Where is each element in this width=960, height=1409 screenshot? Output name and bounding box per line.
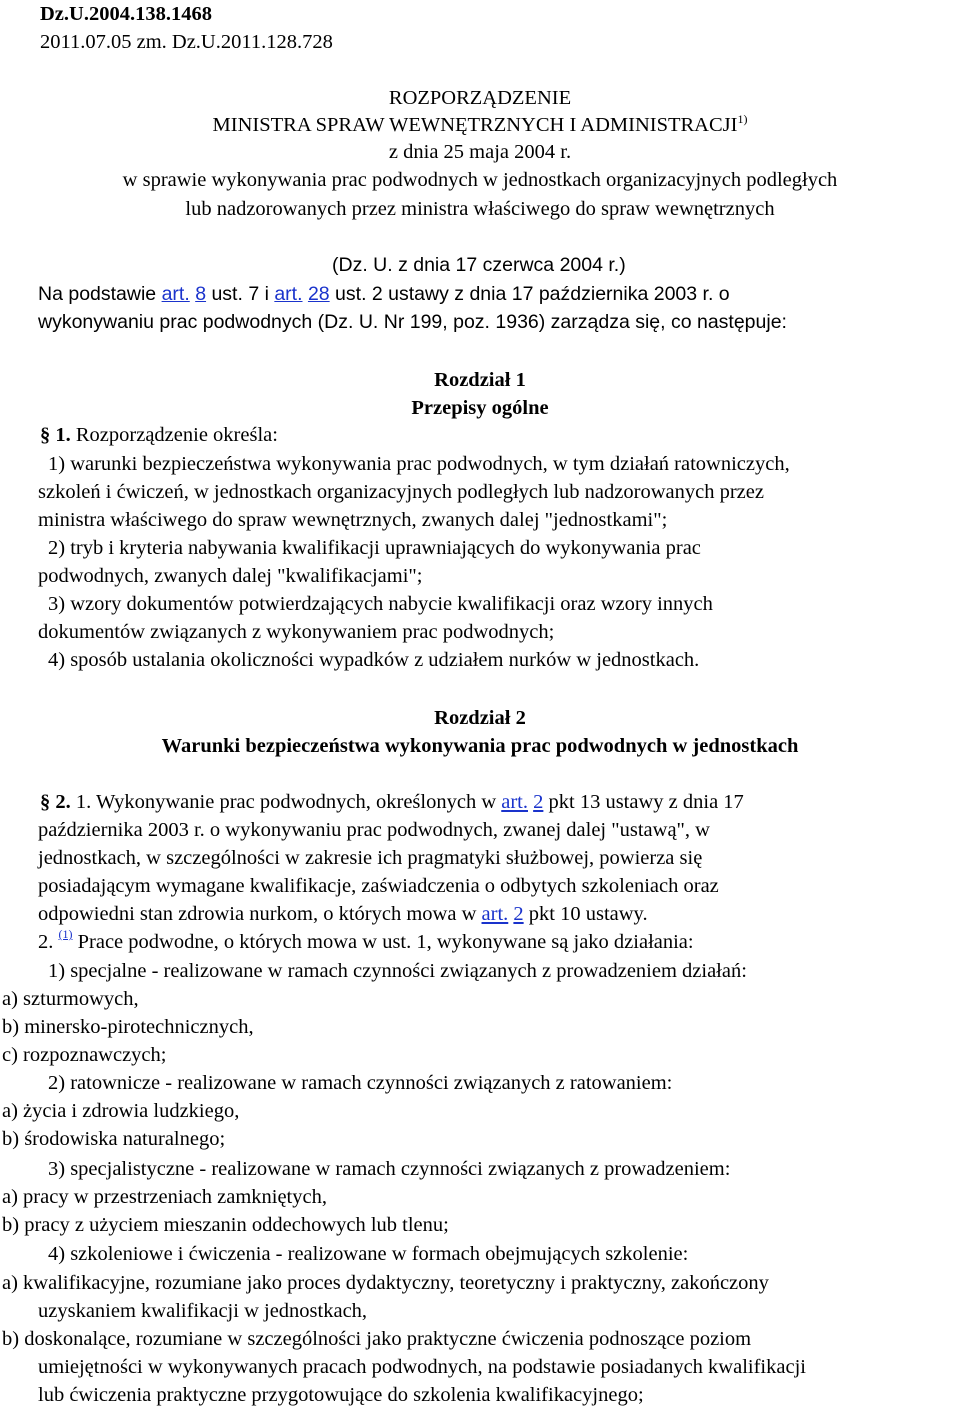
par2-text: pkt 13 ustawy z dnia 17 [543,791,744,813]
amendment-reference-link[interactable]: (1) [58,927,73,941]
basis-text-1: Na podstawie [38,283,162,305]
chapter-2-title: Rozdział 2 [434,707,526,729]
article-link[interactable]: art. [274,283,303,305]
article-number-link[interactable]: 28 [307,283,330,305]
paragraph-sign: § [40,424,51,446]
footnote-marker: 1) [737,112,748,126]
article-link[interactable]: art. [501,791,528,813]
par2-section-2 [38,928,694,956]
par2-text: 1. Wykonywanie prac podwodnych, określonych w [70,791,502,813]
list-subitem: a) kwalifikacyjne, rozumiane jako proces dydaktyczny, teoretyczny i praktyczny, zakończony [2,1272,769,1294]
list-subitem-continued: uzyskaniem kwalifikacji w jednostkach, [38,1300,368,1322]
par2-text: pkt 10 ustawy. [523,903,648,925]
par1-line: 3) wzory dokumentów potwierdzających nabycie kwalifikacji oraz wzory innych [48,593,713,615]
article-number-link[interactable]: 2 [513,903,524,925]
paragraph-sign: § [40,791,51,813]
document-reference: Dz.U.2004.138.1468 [40,3,212,25]
chapter-2-subtitle: Warunki bezpieczeństwa wykonywania prac podwodnych w jednostkach [161,735,799,757]
list-item: 2) ratownicze - realizowane w ramach czynności związanych z ratowaniem: [48,1072,673,1094]
act-type-title: ROZPORZĄDZENIE [388,87,572,109]
paragraph-number: 2. [55,791,71,813]
basis-text-2: ust. 7 i [206,283,275,305]
list-subitem: b) środowiska naturalnego; [2,1128,226,1150]
par2-line [38,900,648,928]
par1-line: podwodnych, zwanych dalej "kwalifikacjami"; [38,565,423,587]
list-subitem: c) rozpoznawczych; [2,1044,167,1066]
article-link[interactable]: art. [481,903,509,925]
list-subitem: a) życia i zdrowia ludzkiego, [2,1100,240,1122]
act-subject-line-2: lub nadzorowanych przez ministra właściwego do spraw wewnętrznych [185,198,775,220]
list-subitem: b) minersko-pirotechnicznych, [2,1016,254,1038]
list-subitem: a) szturmowych, [2,988,139,1010]
section-text: Prace podwodne, o których mowa w ust. 1, wykonywane są jako działania: [72,931,694,953]
act-date: z dnia 25 maja 2004 r. [388,141,572,163]
paragraph-number: 1. [55,424,71,446]
list-subitem-continued: lub ćwiczenia praktyczne przygotowujące do szkolenia kwalifikacyjnego; [38,1384,644,1406]
par2-line: jednostkach, w szczególności w zakresie ich pragmatyki służbowej, powierza się [38,847,703,869]
issuer-title [0,111,960,139]
par2-line: posiadającym wymagane kwalifikacje, zaświadczenia o odbytych szkoleniach oraz [38,875,719,897]
basis-text-3: ust. 2 ustawy z dnia 17 października 2003 r. o [329,283,730,305]
list-subitem: b) pracy z użyciem mieszanin oddechowych lub tlenu; [2,1214,449,1236]
section-number: 2. [38,931,59,953]
list-subitem-continued: umiejętności w wykonywanych pracach podwodnych, na podstawie posiadanych kwalifikacji [38,1356,806,1378]
chapter-1-subtitle: Przepisy ogólne [411,397,549,419]
par1-line: 1) warunki bezpieczeństwa wykonywania prac podwodnych, w tym działań ratowniczych, [48,453,790,475]
amendment-note: 2011.07.05 zm. Dz.U.2011.128.728 [40,31,333,53]
paragraph-lead-text: Rozporządzenie określa: [70,424,278,446]
act-subject-line-1: w sprawie wykonywania prac podwodnych w jednostkach organizacyjnych podległych [122,169,838,191]
legal-basis-line-2: wykonywaniu prac podwodnych (Dz. U. Nr 199, poz. 1936) zarządza się, co następuje: [38,311,787,333]
article-number-link[interactable]: 8 [195,283,207,305]
issuer-name: MINISTRA SPRAW WEWNĘTRZNYCH I ADMINISTRACJI [212,114,738,136]
paragraph-1-lead [40,421,278,449]
par1-line: dokumentów związanych z wykonywaniem prac podwodnych; [38,621,555,643]
list-subitem: b) doskonalące, rozumiane w szczególności jako praktyczne ćwiczenia podnoszące poziom [2,1328,752,1350]
article-link[interactable]: art. [161,283,190,305]
article-number-link[interactable]: 2 [533,791,544,813]
par2-line: października 2003 r. o wykonywaniu prac podwodnych, zwanej dalej "ustawą", w [38,819,710,841]
par1-line: 2) tryb i kryteria nabywania kwalifikacji uprawniających do wykonywania prac [48,537,701,559]
par1-line: 4) sposób ustalania okoliczności wypadków z udziałem nurków w jednostkach. [48,649,700,671]
par1-line: szkoleń i ćwiczeń, w jednostkach organizacyjnych podległych lub nadzorowanych przez [38,481,764,503]
par2-text: odpowiedni stan zdrowia nurkom, o których mowa w [38,903,482,925]
list-item: 1) specjalne - realizowane w ramach czynności związanych z prowadzeniem działań: [48,960,747,982]
legal-basis-line-1 [38,280,730,308]
chapter-1-title: Rozdział 1 [434,369,526,391]
paragraph-2-line-1 [40,788,744,816]
list-item: 4) szkoleniowe i ćwiczenia - realizowane w formach obejmujących szkolenie: [48,1243,689,1265]
par1-line: ministra właściwego do spraw wewnętrznych, zwanych dalej "jednostkami"; [38,509,668,531]
list-subitem: a) pracy w przestrzeniach zamkniętych, [2,1186,327,1208]
publication-note: (Dz. U. z dnia 17 czerwca 2004 r.) [332,254,626,276]
list-item: 3) specjalistyczne - realizowane w ramach czynności związanych z prowadzeniem: [48,1158,731,1180]
